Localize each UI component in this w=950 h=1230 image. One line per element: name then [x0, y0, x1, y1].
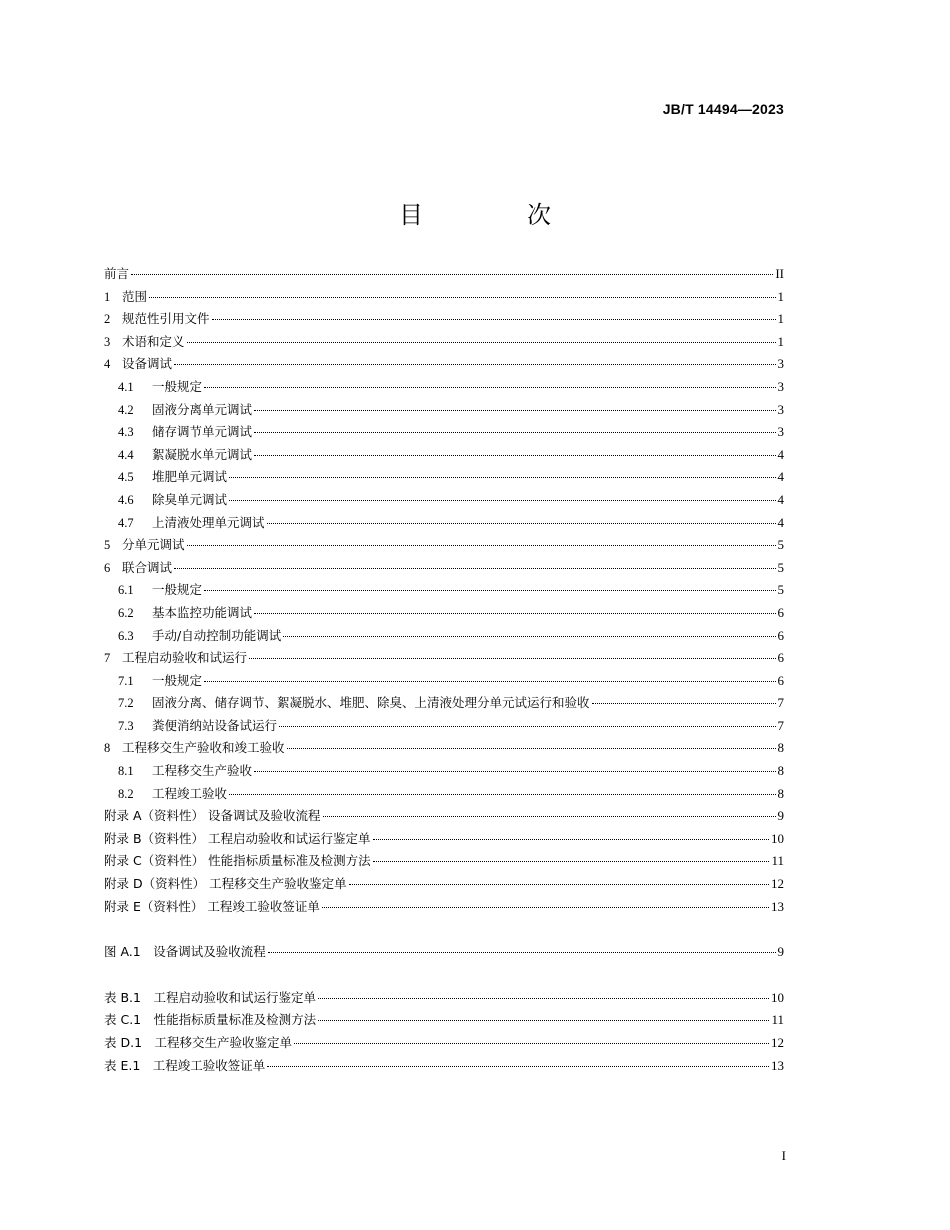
toc-entry-page: 10 — [771, 989, 784, 1005]
toc-spacer — [104, 964, 784, 987]
toc-entry-number: 6.1 — [118, 583, 134, 598]
toc-entry[interactable] — [104, 737, 784, 760]
toc-entry-title — [104, 941, 266, 964]
toc-entry-page: 13 — [771, 1057, 784, 1073]
toc-entry-label: 工程竣工验收 — [152, 785, 228, 801]
toc-entry-label: 分单元调试 — [122, 537, 185, 553]
toc-entry[interactable] — [104, 579, 784, 602]
toc-entry-label: 一般规定 — [152, 672, 203, 688]
toc-entry[interactable] — [104, 512, 784, 535]
toc-entry[interactable] — [104, 353, 784, 376]
table-of-contents — [104, 263, 784, 1077]
toc-leader-dots — [254, 771, 775, 772]
toc-entry-title — [118, 602, 252, 625]
toc-leader-dots — [249, 658, 775, 659]
toc-entry[interactable] — [104, 557, 784, 580]
toc-entry-title — [118, 760, 252, 783]
toc-entry-page: 9 — [777, 944, 784, 960]
toc-entry-label: 附录 C（资料性） 性能指标质量标准及检测方法 — [104, 853, 371, 869]
toc-entry-label: 粪便消纳站设备试运行 — [152, 717, 278, 733]
toc-entry-page: 11 — [771, 853, 784, 869]
toc-entry[interactable] — [104, 1009, 784, 1032]
toc-entry[interactable] — [104, 421, 784, 444]
toc-leader-dots — [254, 410, 775, 411]
toc-leader-dots — [267, 523, 776, 524]
toc-leader-dots — [149, 297, 775, 298]
toc-entry-title — [118, 625, 281, 648]
toc-entry-title — [104, 534, 185, 557]
toc-leader-dots — [318, 998, 769, 999]
toc-entry[interactable] — [104, 783, 784, 806]
toc-leader-dots — [229, 500, 775, 501]
toc-leader-dots — [592, 703, 776, 704]
toc-entry-label: 附录 E（资料性） 工程竣工验收签证单 — [104, 898, 320, 914]
toc-leader-dots — [174, 568, 775, 569]
toc-entry-label: 术语和定义 — [122, 333, 185, 349]
toc-entry-page: 5 — [777, 559, 784, 575]
toc-leader-dots — [287, 748, 776, 749]
toc-entry-number: 6.2 — [118, 605, 134, 620]
toc-entry-number: 4.7 — [118, 515, 134, 530]
toc-entry[interactable] — [104, 286, 784, 309]
toc-entry-label: 堆肥单元调试 — [152, 469, 228, 485]
toc-leader-dots — [254, 455, 775, 456]
toc-entry-title — [118, 489, 227, 512]
toc-entry-number: 7.2 — [118, 696, 134, 711]
toc-entry-label: 除臭单元调试 — [152, 491, 228, 507]
toc-entry-title — [104, 896, 320, 919]
toc-entry-label: 附录 B（资料性） 工程启动验收和试运行鉴定单 — [104, 830, 371, 846]
toc-entry-label: 图 A.1 设备调试及验收流程 — [104, 944, 266, 960]
toc-leader-dots — [373, 839, 769, 840]
toc-entry[interactable] — [104, 760, 784, 783]
standard-code: JB/T 14494—2023 — [662, 101, 784, 117]
toc-leader-dots — [254, 432, 775, 433]
toc-entry[interactable] — [104, 534, 784, 557]
toc-entry[interactable] — [104, 466, 784, 489]
toc-entry[interactable] — [104, 850, 784, 873]
toc-leader-dots — [229, 794, 775, 795]
toc-entry-number: 4.6 — [118, 492, 134, 507]
toc-entry-label: 一般规定 — [152, 582, 203, 598]
page-number: I — [781, 1148, 786, 1163]
toc-entry[interactable] — [104, 1055, 784, 1078]
toc-entry[interactable] — [104, 692, 784, 715]
toc-entry-page: II — [775, 266, 784, 281]
toc-leader-dots — [204, 387, 775, 388]
toc-entry-label: 表 D.1 工程移交生产验收鉴定单 — [104, 1035, 293, 1050]
toc-entry-title — [104, 353, 172, 376]
toc-entry[interactable] — [104, 647, 784, 670]
toc-entry-title — [118, 421, 252, 444]
toc-entry[interactable] — [104, 489, 784, 512]
toc-entry-number: 2 — [104, 312, 111, 327]
toc-leader-dots — [279, 726, 775, 727]
toc-entry-title — [104, 1032, 292, 1055]
toc-entry-title — [104, 873, 347, 896]
toc-entry-number: 1 — [104, 289, 111, 304]
toc-entry-page: 6 — [777, 604, 784, 620]
toc-entry-number: 4.2 — [118, 402, 134, 417]
toc-entry-label: 储存调节单元调试 — [152, 424, 253, 440]
toc-entry-page: 8 — [777, 763, 784, 779]
toc-entry[interactable] — [104, 602, 784, 625]
toc-entry[interactable] — [104, 625, 784, 648]
toc-entry[interactable] — [104, 308, 784, 331]
toc-leader-dots — [204, 590, 775, 591]
toc-entry[interactable] — [104, 444, 784, 467]
toc-entry-page: 7 — [777, 717, 784, 733]
toc-leader-dots — [212, 319, 776, 320]
toc-entry-number: 4 — [104, 357, 111, 372]
toc-entry-page: 6 — [777, 672, 784, 688]
toc-entry-page: 5 — [777, 582, 784, 598]
toc-entry[interactable] — [104, 715, 784, 738]
toc-table-list — [104, 987, 784, 1077]
toc-entry-page: 9 — [777, 808, 784, 824]
toc-entry-number: 3 — [104, 334, 111, 349]
toc-figure-list — [104, 941, 784, 964]
toc-entry-label: 上清液处理单元调试 — [152, 514, 265, 530]
toc-entry-title — [104, 263, 129, 286]
toc-entry[interactable] — [104, 263, 784, 286]
toc-entry-label: 工程移交生产验收 — [152, 763, 253, 779]
toc-leader-dots — [187, 545, 776, 546]
toc-entry[interactable] — [104, 941, 784, 964]
toc-spacer — [104, 918, 784, 941]
toc-entry-number: 6 — [104, 560, 111, 575]
toc-leader-dots — [323, 816, 776, 817]
toc-entry-title — [104, 647, 247, 670]
toc-entry-page: 4 — [777, 514, 784, 530]
toc-entry-label: 固液分离、储存调节、絮凝脱水、堆肥、除臭、上清液处理分单元试运行和验收 — [152, 695, 590, 711]
toc-entry-title — [118, 579, 202, 602]
toc-entry-title — [104, 805, 321, 828]
toc-entry-page: 3 — [777, 424, 784, 440]
toc-entry[interactable] — [104, 399, 784, 422]
toc-entry[interactable] — [104, 670, 784, 693]
toc-entry-title — [118, 670, 202, 693]
toc-entry-label: 联合调试 — [122, 559, 173, 575]
toc-entry-number: 7 — [104, 651, 111, 666]
toc-entry-title — [104, 557, 172, 580]
toc-entry-page: 13 — [771, 898, 784, 914]
toc-leader-dots — [318, 1020, 769, 1021]
toc-entry-title — [118, 444, 252, 467]
toc-entry-label: 前言 — [104, 266, 130, 281]
toc-entry-title — [118, 783, 227, 806]
toc-entry-number: 7.1 — [118, 673, 134, 688]
toc-leader-dots — [322, 907, 769, 908]
toc-leader-dots — [131, 274, 773, 275]
toc-leader-dots — [267, 1066, 769, 1067]
toc-entry-title — [104, 331, 185, 354]
toc-entry-number: 6.3 — [118, 628, 134, 643]
toc-entry-page: 6 — [777, 627, 784, 643]
toc-entry-label: 附录 A（资料性） 设备调试及验收流程 — [104, 808, 321, 824]
toc-entry[interactable] — [104, 376, 784, 399]
toc-leader-dots — [229, 477, 775, 478]
toc-entry-number: 4.3 — [118, 425, 134, 440]
toc-entry-title — [104, 1055, 265, 1078]
toc-entry-title — [104, 286, 147, 309]
toc-leader-dots — [373, 861, 770, 862]
toc-entry-page: 10 — [771, 830, 784, 846]
toc-entry-title — [118, 715, 277, 738]
toc-leader-dots — [187, 342, 776, 343]
toc-entry-page: 4 — [777, 491, 784, 507]
toc-entry-page: 1 — [777, 288, 784, 304]
toc-entry-label: 表 B.1 工程启动验收和试运行鉴定单 — [104, 989, 316, 1005]
toc-entry-page: 8 — [777, 740, 784, 756]
toc-entry-title — [104, 828, 371, 851]
toc-entry-number: 8.1 — [118, 764, 134, 779]
toc-entry-page: 12 — [771, 876, 784, 892]
toc-entry-page: 1 — [777, 333, 784, 349]
toc-entry-page: 4 — [777, 446, 784, 462]
toc-entry-number: 7.3 — [118, 718, 134, 733]
toc-entry-page: 5 — [777, 537, 784, 553]
toc-entry-label: 固液分离单元调试 — [152, 401, 253, 417]
toc-entry-label: 规范性引用文件 — [122, 311, 210, 327]
toc-entry-title — [118, 466, 227, 489]
toc-entry-page: 6 — [777, 650, 784, 666]
toc-entry[interactable] — [104, 873, 784, 896]
toc-entry-title — [104, 737, 285, 760]
toc-entry-title — [118, 399, 252, 422]
toc-entry-number: 8 — [104, 741, 111, 756]
toc-entry-number: 4.1 — [118, 379, 134, 394]
toc-entry-label: 基本监控功能调试 — [152, 604, 253, 620]
toc-leader-dots — [268, 952, 776, 953]
toc-entry-page: 3 — [777, 378, 784, 394]
toc-entry-title — [104, 850, 371, 873]
toc-leader-dots — [349, 884, 769, 885]
toc-entry-label: 范围 — [122, 288, 148, 304]
toc-leader-dots — [174, 364, 775, 365]
toc-entry-title — [104, 1009, 316, 1032]
toc-entry[interactable] — [104, 896, 784, 919]
toc-entry-label: 絮凝脱水单元调试 — [152, 446, 253, 462]
toc-entry-title — [104, 987, 316, 1010]
toc-entry[interactable] — [104, 1032, 784, 1055]
toc-entry-title — [118, 376, 202, 399]
toc-entry-number: 4.4 — [118, 447, 134, 462]
toc-entry-title — [118, 512, 265, 535]
toc-entry-title — [118, 692, 590, 715]
toc-entry-label: 附录 D（资料性） 工程移交生产验收鉴定单 — [104, 876, 347, 892]
toc-leader-dots — [283, 636, 775, 637]
toc-leader-dots — [254, 613, 775, 614]
toc-entry[interactable] — [104, 805, 784, 828]
toc-entry-label: 设备调试 — [122, 356, 173, 372]
toc-entry-title — [104, 308, 210, 331]
toc-leader-dots — [204, 681, 775, 682]
toc-entry[interactable] — [104, 987, 784, 1010]
page-title: 目 次 — [399, 201, 591, 229]
toc-main-list — [104, 263, 784, 918]
toc-entry[interactable] — [104, 828, 784, 851]
toc-entry-page: 8 — [777, 785, 784, 801]
toc-entry-number: 8.2 — [118, 786, 134, 801]
toc-entry-label: 工程启动验收和试运行 — [122, 650, 248, 666]
toc-entry-page: 11 — [771, 1012, 784, 1028]
toc-entry-page: 1 — [777, 311, 784, 327]
toc-entry-label: 手动/自动控制功能调试 — [152, 627, 282, 643]
toc-entry-page: 7 — [777, 695, 784, 711]
toc-leader-dots — [294, 1043, 769, 1044]
toc-entry-page: 12 — [771, 1035, 784, 1050]
toc-entry-number: 4.5 — [118, 470, 134, 485]
toc-entry[interactable] — [104, 331, 784, 354]
toc-entry-page: 3 — [777, 356, 784, 372]
toc-entry-label: 表 E.1 工程竣工验收签证单 — [104, 1057, 266, 1073]
toc-entry-page: 3 — [777, 401, 784, 417]
toc-entry-page: 4 — [777, 469, 784, 485]
toc-entry-label: 表 C.1 性能指标质量标准及检测方法 — [104, 1012, 317, 1028]
toc-entry-label: 一般规定 — [152, 378, 203, 394]
toc-entry-number: 5 — [104, 538, 111, 553]
toc-entry-label: 工程移交生产验收和竣工验收 — [122, 740, 285, 756]
